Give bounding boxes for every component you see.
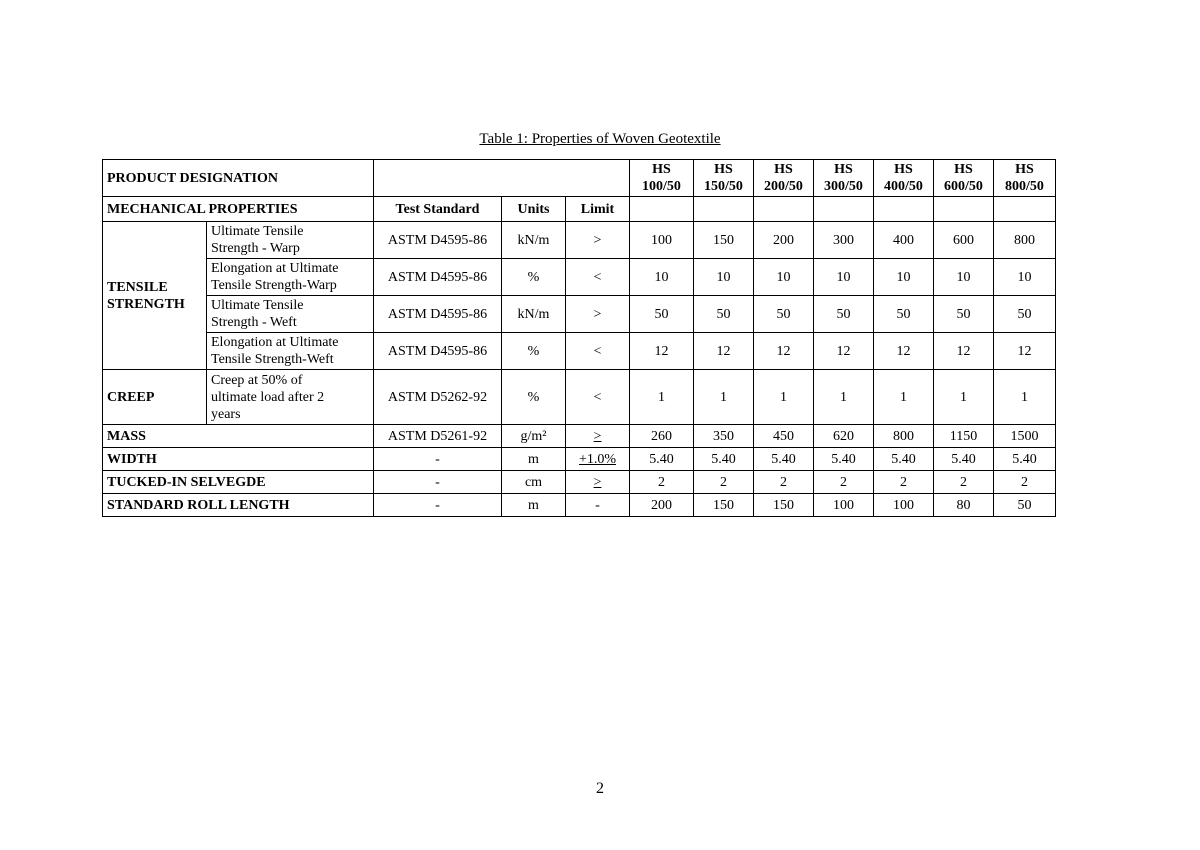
table-row — [103, 222, 1056, 259]
blank-cell — [630, 197, 694, 222]
value-cell: 1 — [814, 370, 874, 425]
row-label: MASS — [103, 425, 374, 448]
mechanical-properties-header: MECHANICAL PROPERTIES — [103, 197, 374, 222]
units: g/m² — [502, 425, 566, 448]
units: kN/m — [502, 222, 566, 259]
product-header: HS 300/50 — [814, 160, 874, 197]
table-row — [103, 296, 1056, 333]
value-cell: 50 — [934, 296, 994, 333]
test-standard: - — [374, 448, 502, 471]
value-cell: 10 — [934, 259, 994, 296]
value-cell: 150 — [694, 222, 754, 259]
units: m — [502, 494, 566, 517]
value-cell: 2 — [754, 471, 814, 494]
value-cell: 150 — [694, 494, 754, 517]
value-cell: 1150 — [934, 425, 994, 448]
row-label: TUCKED-IN SELVEGDE — [103, 471, 374, 494]
property-name: Ultimate Tensile Strength - Warp — [207, 222, 374, 259]
value-cell: 5.40 — [694, 448, 754, 471]
property-name: Ultimate Tensile Strength - Weft — [207, 296, 374, 333]
value-cell: 2 — [934, 471, 994, 494]
blank-header-cell — [374, 160, 630, 197]
value-cell: 10 — [694, 259, 754, 296]
units-header: Units — [502, 197, 566, 222]
value-cell: 5.40 — [630, 448, 694, 471]
value-cell: 10 — [630, 259, 694, 296]
value-cell: 5.40 — [754, 448, 814, 471]
limit: - — [566, 494, 630, 517]
product-header: HS 600/50 — [934, 160, 994, 197]
value-cell: 10 — [874, 259, 934, 296]
row-label: WIDTH — [103, 448, 374, 471]
product-header: HS 100/50 — [630, 160, 694, 197]
units: % — [502, 259, 566, 296]
blank-cell — [754, 197, 814, 222]
test-standard: - — [374, 494, 502, 517]
value-cell: 80 — [934, 494, 994, 517]
value-cell: 50 — [694, 296, 754, 333]
value-cell: 100 — [630, 222, 694, 259]
limit: < — [566, 370, 630, 425]
value-cell: 1 — [630, 370, 694, 425]
value-cell: 10 — [754, 259, 814, 296]
value-cell: 260 — [630, 425, 694, 448]
value-cell: 12 — [754, 333, 814, 370]
blank-cell — [814, 197, 874, 222]
blank-cell — [934, 197, 994, 222]
product-header: HS 200/50 — [754, 160, 814, 197]
value-cell: 450 — [754, 425, 814, 448]
value-cell: 2 — [994, 471, 1056, 494]
limit: > — [566, 296, 630, 333]
test-standard: - — [374, 471, 502, 494]
value-cell: 800 — [994, 222, 1056, 259]
value-cell: 50 — [994, 296, 1056, 333]
value-cell: 1 — [694, 370, 754, 425]
tensile-strength-group: TENSILE STRENGTH — [103, 222, 207, 370]
value-cell: 2 — [694, 471, 754, 494]
value-cell: 50 — [754, 296, 814, 333]
value-cell: 50 — [994, 494, 1056, 517]
value-cell: 600 — [934, 222, 994, 259]
units: % — [502, 370, 566, 425]
limit: +1.0% — [566, 448, 630, 471]
value-cell: 5.40 — [934, 448, 994, 471]
product-designation-header: PRODUCT DESIGNATION — [103, 160, 374, 197]
table-row — [103, 370, 1056, 425]
value-cell: 2 — [814, 471, 874, 494]
value-cell: 1 — [994, 370, 1056, 425]
row-label: STANDARD ROLL LENGTH — [103, 494, 374, 517]
property-name: Elongation at Ultimate Tensile Strength-Warp — [207, 259, 374, 296]
value-cell: 200 — [754, 222, 814, 259]
value-cell: 620 — [814, 425, 874, 448]
test-standard: ASTM D4595-86 — [374, 259, 502, 296]
property-name: Creep at 50% of ultimate load after 2 years — [207, 370, 374, 425]
product-header: HS 150/50 — [694, 160, 754, 197]
units: % — [502, 333, 566, 370]
table-row — [103, 425, 1056, 448]
value-cell: 12 — [994, 333, 1056, 370]
test-standard: ASTM D5261-92 — [374, 425, 502, 448]
limit: < — [566, 259, 630, 296]
table-row — [103, 471, 1056, 494]
table-row — [103, 197, 1056, 222]
value-cell: 12 — [874, 333, 934, 370]
value-cell: 5.40 — [874, 448, 934, 471]
property-name: Elongation at Ultimate Tensile Strength-Weft — [207, 333, 374, 370]
value-cell: 12 — [694, 333, 754, 370]
value-cell: 50 — [630, 296, 694, 333]
value-cell: 12 — [934, 333, 994, 370]
value-cell: 200 — [630, 494, 694, 517]
product-header: HS 800/50 — [994, 160, 1056, 197]
product-header: HS 400/50 — [874, 160, 934, 197]
value-cell: 10 — [814, 259, 874, 296]
page-number: 2 — [596, 780, 604, 797]
value-cell: 800 — [874, 425, 934, 448]
value-cell: 2 — [874, 471, 934, 494]
blank-cell — [994, 197, 1056, 222]
units: kN/m — [502, 296, 566, 333]
test-standard: ASTM D4595-86 — [374, 296, 502, 333]
table-row — [103, 333, 1056, 370]
limit-header: Limit — [566, 197, 630, 222]
value-cell: 5.40 — [994, 448, 1056, 471]
value-cell: 100 — [874, 494, 934, 517]
value-cell: 150 — [754, 494, 814, 517]
test-standard-header: Test Standard — [374, 197, 502, 222]
test-standard: ASTM D5262-92 — [374, 370, 502, 425]
limit: > — [566, 222, 630, 259]
value-cell: 1 — [754, 370, 814, 425]
value-cell: 300 — [814, 222, 874, 259]
value-cell: 100 — [814, 494, 874, 517]
limit: > — [566, 425, 630, 448]
limit: > — [566, 471, 630, 494]
creep-group: CREEP — [103, 370, 207, 425]
value-cell: 1 — [874, 370, 934, 425]
table-row — [103, 160, 1056, 197]
value-cell: 400 — [874, 222, 934, 259]
value-cell: 1500 — [994, 425, 1056, 448]
value-cell: 5.40 — [814, 448, 874, 471]
test-standard: ASTM D4595-86 — [374, 333, 502, 370]
value-cell: 350 — [694, 425, 754, 448]
test-standard: ASTM D4595-86 — [374, 222, 502, 259]
units: m — [502, 448, 566, 471]
properties-table — [102, 159, 1056, 517]
value-cell: 10 — [994, 259, 1056, 296]
table-caption: Table 1: Properties of Woven Geotextile — [479, 131, 721, 147]
value-cell: 12 — [630, 333, 694, 370]
units: cm — [502, 471, 566, 494]
table-row — [103, 448, 1056, 471]
value-cell: 12 — [814, 333, 874, 370]
table-row — [103, 494, 1056, 517]
value-cell: 2 — [630, 471, 694, 494]
value-cell: 50 — [874, 296, 934, 333]
value-cell: 50 — [814, 296, 874, 333]
blank-cell — [874, 197, 934, 222]
blank-cell — [694, 197, 754, 222]
limit: < — [566, 333, 630, 370]
value-cell: 1 — [934, 370, 994, 425]
table-row — [103, 259, 1056, 296]
